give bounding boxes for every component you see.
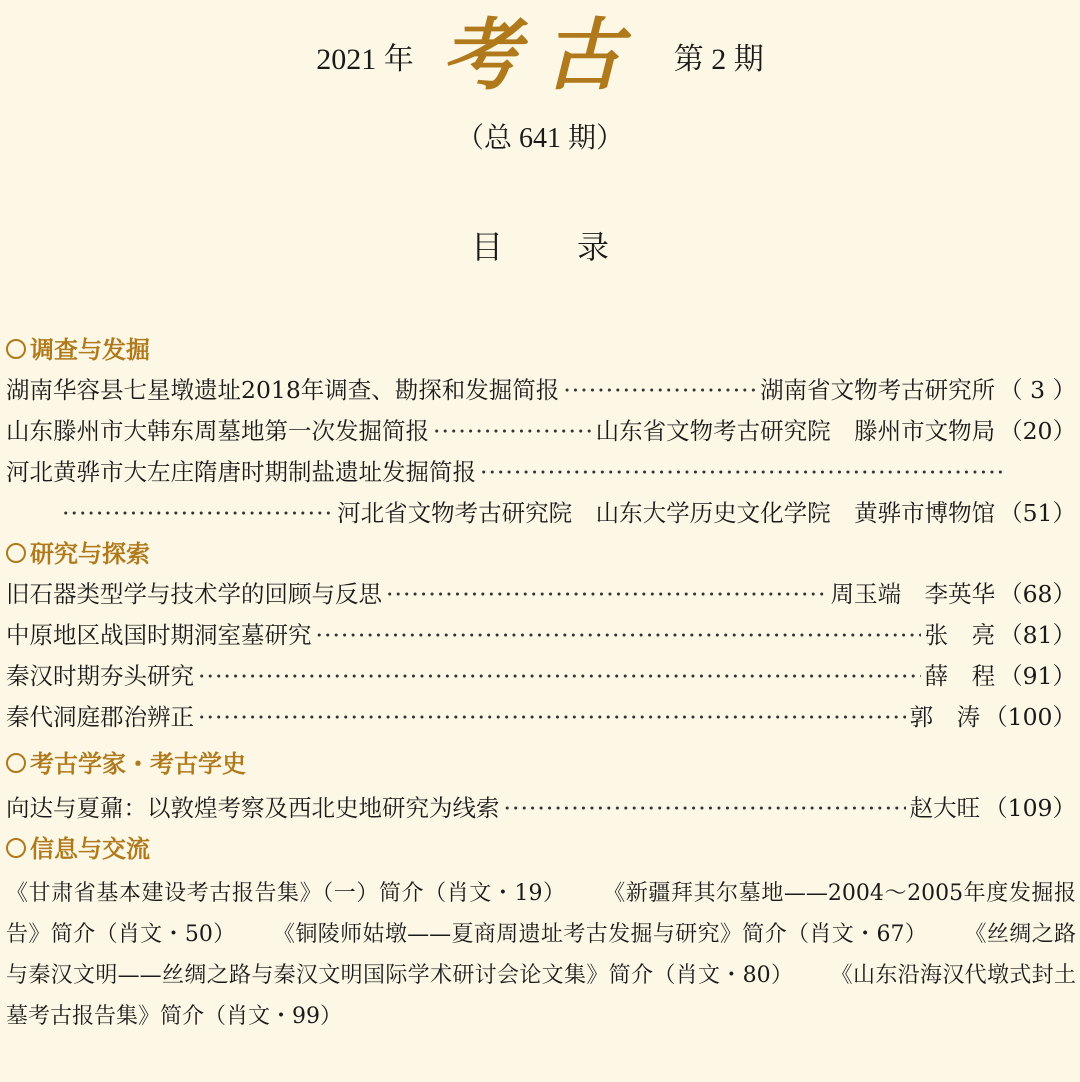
section-heading: 考古学家・考古学史 (6, 744, 1076, 784)
toc-entry[interactable] (6, 370, 1076, 411)
entry-page: （100） (984, 703, 1076, 731)
entry-page: （51） (999, 499, 1076, 527)
entry-author: 张 亮 (924, 621, 996, 649)
book-notice[interactable]: 《丝绸之路与秦汉文明——丝绸之路与秦汉文明国际学术研讨会论文集》简介（肖文・80） (6, 922, 1076, 988)
entry-title: 河北黄骅市大左庄隋唐时期制盐遗址发掘简报 (6, 458, 476, 486)
book-notice[interactable]: 《甘肃省基本建设考古报告集》（一）简介（肖文・19） (6, 881, 566, 906)
leader-dots (198, 697, 906, 738)
toc-entry[interactable] (6, 788, 1076, 829)
section-heading: 信息与交流 (6, 829, 1076, 869)
leader-dots (433, 411, 592, 452)
toc-title: 目录 (470, 228, 683, 266)
entry-author: 薛 程 (924, 662, 996, 690)
entry-author: 郭 涛 (909, 703, 981, 731)
section-heading: 研究与探索 (6, 534, 1076, 574)
entry-title: 湖南华容县七星墩遗址2018年调查、勘探和发掘简报 (6, 376, 560, 404)
toc-content (6, 330, 1076, 1037)
leader-dots (504, 788, 906, 829)
toc-entry[interactable] (6, 452, 1076, 493)
entry-page: （ 3 ） (999, 376, 1076, 404)
leader-dots (480, 452, 1002, 493)
leader-dots (386, 574, 827, 615)
toc-entry[interactable] (6, 574, 1076, 615)
circle-icon (6, 543, 26, 563)
section-heading: 调查与发掘 (6, 330, 1076, 370)
toc-entry[interactable] (6, 697, 1076, 738)
entry-author: 赵大旺 (909, 794, 981, 822)
entry-title: 秦汉时期夯头研究 (6, 662, 194, 690)
circle-icon (6, 838, 26, 858)
entry-title: 中原地区战国时期洞室墓研究 (6, 621, 312, 649)
year-label: 2021 年 (316, 43, 414, 76)
circle-icon (6, 753, 26, 773)
leader-dots (563, 370, 756, 411)
entry-author: 湖南省文物考古研究所 (760, 376, 996, 404)
entry-title: 向达与夏鼐：以敦煌考察及西北史地研究为线索 (6, 794, 500, 822)
toc-entry[interactable] (6, 656, 1076, 697)
entry-page: （68） (999, 580, 1076, 608)
toc-entry[interactable] (6, 615, 1076, 656)
entry-title: 旧石器类型学与技术学的回顾与反思 (6, 580, 382, 608)
entry-page: （81） (999, 621, 1076, 649)
circle-icon (6, 339, 26, 359)
entry-title: 秦代洞庭郡治辨正 (6, 703, 194, 731)
journal-header (0, 6, 1080, 106)
entry-author: 河北省文物考古研究院 山东大学历史文化学院 黄骅市博物馆 (337, 499, 996, 527)
issue-label: 第 2 期 (673, 43, 764, 76)
total-issue: （总 641 期） (455, 123, 624, 154)
toc-entry[interactable] (6, 411, 1076, 452)
entry-title: 山东滕州市大韩东周墓地第一次发掘简报 (6, 417, 429, 445)
entry-author: 周玉端 李英华 (830, 580, 996, 608)
book-notice[interactable]: 《新疆拜其尔墓地——2004～2005年度发掘报告》简介（肖文・50） (6, 881, 1076, 947)
leader-dots (198, 656, 921, 697)
entry-author: 山东省文物考古研究院 滕州市文物局 (595, 417, 996, 445)
leader-dots (316, 615, 921, 656)
journal-logo: 考古 (441, 10, 646, 101)
entry-page: （20） (999, 417, 1076, 445)
book-notices (6, 873, 1076, 1037)
toc-entry-continued[interactable] (6, 493, 1076, 534)
leader-dots (62, 493, 333, 534)
book-notice[interactable]: 《铜陵师姑墩——夏商周遗址考古发掘与研究》简介（肖文・67） (273, 922, 928, 947)
book-notice[interactable]: 《山东沿海汉代墩式封土墓考古报告集》简介（肖文・99） (6, 963, 1076, 1029)
entry-page: （91） (999, 662, 1076, 690)
entry-page: （109） (984, 794, 1076, 822)
